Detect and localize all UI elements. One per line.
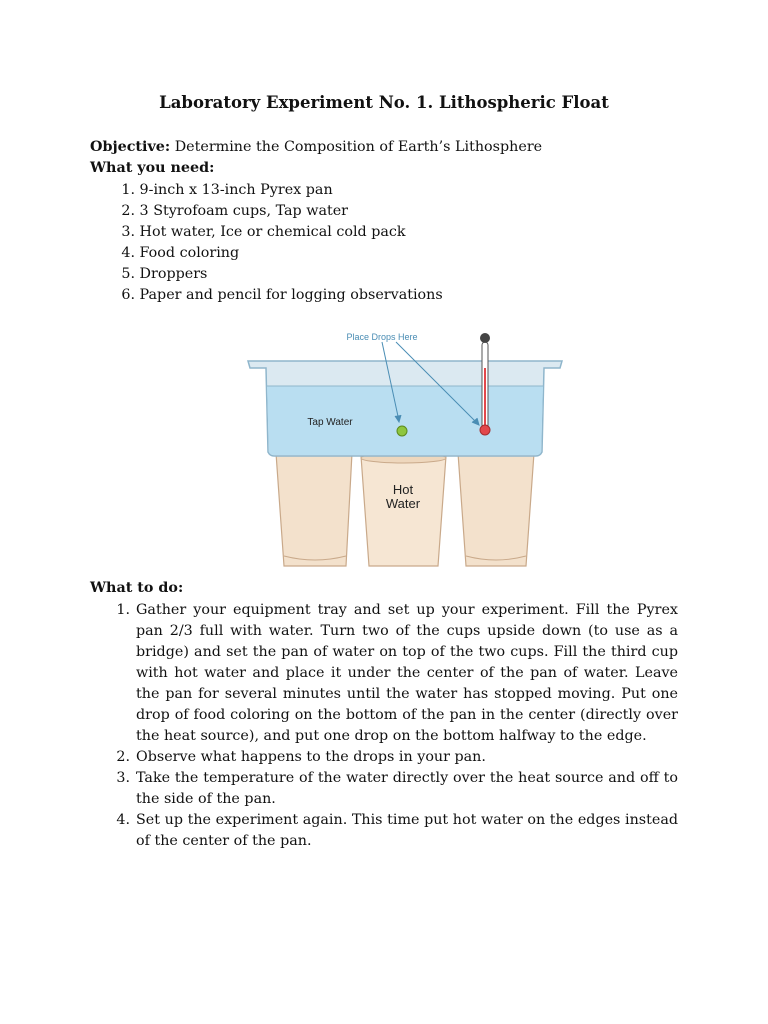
what-you-need-heading: What you need: bbox=[90, 160, 215, 176]
green-drop-icon bbox=[397, 426, 407, 436]
list-number: 5. bbox=[121, 266, 135, 282]
list-number: 4. bbox=[116, 812, 130, 828]
objective bbox=[90, 139, 542, 155]
materials-list bbox=[90, 180, 443, 306]
list-text: Take the temperature of the water directly over the heat source and off to the side of the pan. bbox=[136, 770, 678, 807]
list-number: 3. bbox=[121, 224, 135, 240]
list-text: Droppers bbox=[139, 266, 208, 282]
list-item bbox=[90, 810, 678, 852]
tap-water-label: Tap Water bbox=[307, 417, 353, 428]
place-drops-label: Place Drops Here bbox=[346, 332, 418, 342]
list-text: 3 Styrofoam cups, Tap water bbox=[139, 203, 349, 219]
objective-text: Determine the Composition of Earth’s Lithosphere bbox=[174, 139, 543, 155]
list-number: 1. bbox=[121, 182, 135, 198]
list-item bbox=[90, 201, 443, 222]
list-item bbox=[90, 285, 443, 306]
list-text: 9-inch x 13-inch Pyrex pan bbox=[139, 182, 333, 198]
list-item bbox=[90, 600, 678, 747]
experiment-diagram bbox=[246, 328, 564, 568]
list-text: Gather your equipment tray and set up your experiment. Fill the Pyrex pan 2/3 full with water. Turn two of the cups upside down (to use as a bridge) and set the pan of water on top of the two cups. Fill the third cup with hot water and place it under the center of the pan of water. Leave the pan for several minutes until the water has stopped moving. Put one drop of food coloring on the bottom of the pan in the center (directly over the heat source), and put one drop on the bottom halfway to the edge. bbox=[136, 602, 678, 744]
procedure-list bbox=[90, 600, 678, 852]
list-item bbox=[90, 264, 443, 285]
right-cup bbox=[458, 453, 534, 566]
hot-label: Hot bbox=[392, 482, 414, 497]
thermometer-icon bbox=[480, 333, 490, 428]
list-text: Hot water, Ice or chemical cold pack bbox=[139, 224, 406, 240]
list-text: Food coloring bbox=[139, 245, 240, 261]
list-item bbox=[90, 222, 443, 243]
list-number: 4. bbox=[121, 245, 135, 261]
list-number: 3. bbox=[116, 770, 130, 786]
water-label: Water bbox=[385, 496, 421, 511]
list-number: 1. bbox=[116, 602, 130, 618]
list-text: Observe what happens to the drops in your pan. bbox=[136, 749, 486, 765]
pyrex-pan bbox=[248, 361, 562, 456]
list-text: Paper and pencil for logging observations bbox=[139, 287, 443, 303]
list-number: 2. bbox=[116, 749, 130, 765]
list-text: Set up the experiment again. This time put hot water on the edges instead of the center of the pan. bbox=[136, 812, 678, 849]
list-item bbox=[90, 180, 443, 201]
red-drop-icon bbox=[480, 425, 490, 435]
list-number: 2. bbox=[121, 203, 135, 219]
list-item bbox=[90, 243, 443, 264]
objective-label: Objective: bbox=[90, 139, 171, 155]
page-title: Laboratory Experiment No. 1. Lithospheric Float bbox=[159, 93, 609, 112]
list-item bbox=[90, 768, 678, 810]
left-cup bbox=[276, 453, 352, 566]
list-item bbox=[90, 747, 678, 768]
list-number: 6. bbox=[121, 287, 135, 303]
what-to-do-heading: What to do: bbox=[90, 580, 184, 596]
